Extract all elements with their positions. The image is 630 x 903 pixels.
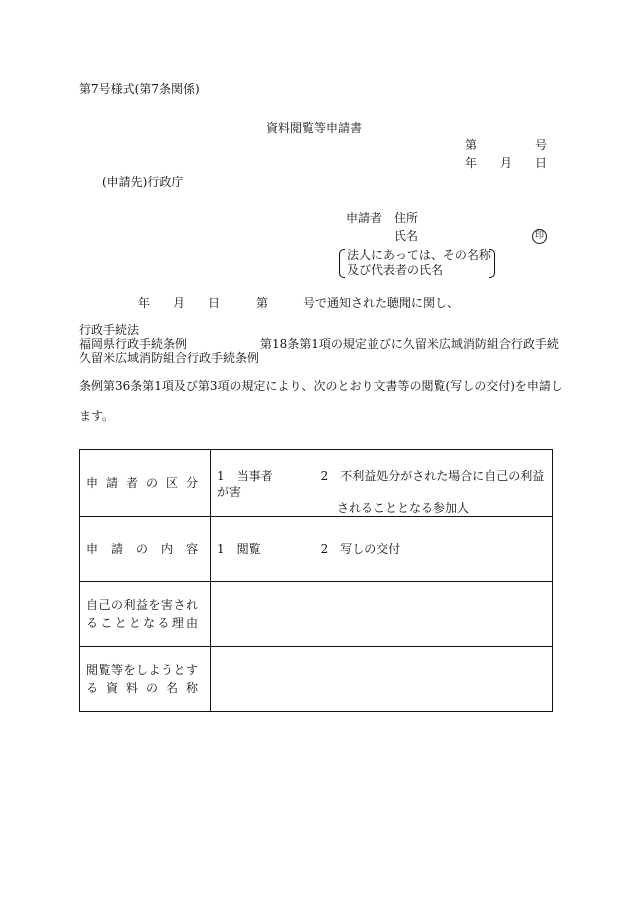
- table-row: [80, 647, 553, 712]
- date-month: 月: [500, 156, 513, 170]
- row-value-request-content[interactable]: 1 閲覧 2 写しの交付: [211, 517, 553, 582]
- row-value-applicant-category[interactable]: 1 当事者 2 不利益処分がされた場合に自己の利益が害 されることとなる参加人: [211, 450, 553, 517]
- request-table: [79, 449, 553, 712]
- row-label-request-content: 申請の内容: [80, 517, 211, 582]
- row-label-applicant-category: 申請者の区分: [80, 450, 211, 517]
- row-value-reason[interactable]: [211, 582, 553, 647]
- notice-dai: 第: [256, 296, 269, 310]
- corp-note-bracket-left: [339, 249, 345, 278]
- body-line-2: ます。: [79, 409, 115, 423]
- corp-note-bracket-right: [489, 249, 495, 278]
- number-dai: 第: [465, 138, 478, 152]
- document-title: 資料閲覧等申請書: [266, 121, 363, 135]
- law-option-3: 久留米広域消防組合行政手続条例: [79, 351, 260, 365]
- applicant-label: 申請者: [346, 211, 383, 225]
- notice-rest: 号で通知された聴聞に関し、: [303, 296, 460, 310]
- number-go: 号: [535, 138, 548, 152]
- row-label-reason: 自己の利益を害され ることとなる理由: [80, 582, 211, 647]
- address-label: 住所: [394, 211, 419, 225]
- date-year: 年: [465, 156, 478, 170]
- corp-note-line2: 及び代表者の氏名: [347, 263, 444, 277]
- addressee: (申請先)行政庁: [102, 175, 184, 189]
- form-number: 第7号様式(第7条関係): [79, 82, 200, 96]
- law-option-1: 行政手続法: [79, 323, 140, 337]
- notice-year: 年: [138, 296, 151, 310]
- row-label-document-name: 閲覧等をしようとす る資料の名称: [80, 647, 211, 712]
- row-value-document-name[interactable]: [211, 647, 553, 712]
- law-article-line: 第18条第1項の規定並びに久留米広域消防組合行政手続: [260, 337, 559, 351]
- notice-month: 月: [173, 296, 186, 310]
- notice-day: 日: [208, 296, 221, 310]
- corp-note-line1: 法人にあっては、その名称: [347, 248, 491, 262]
- name-label: 氏名: [394, 229, 419, 243]
- table-row: [80, 450, 553, 517]
- seal-icon: 印: [532, 229, 547, 244]
- law-option-2: 福岡県行政手続条例: [79, 337, 188, 351]
- table-row: [80, 582, 553, 647]
- body-line-1: 条例第36条第1項及び第3項の規定により、次のとおり文書等の閲覧(写しの交付)を申請し: [79, 379, 563, 393]
- date-day: 日: [535, 156, 548, 170]
- table-row: [80, 517, 553, 582]
